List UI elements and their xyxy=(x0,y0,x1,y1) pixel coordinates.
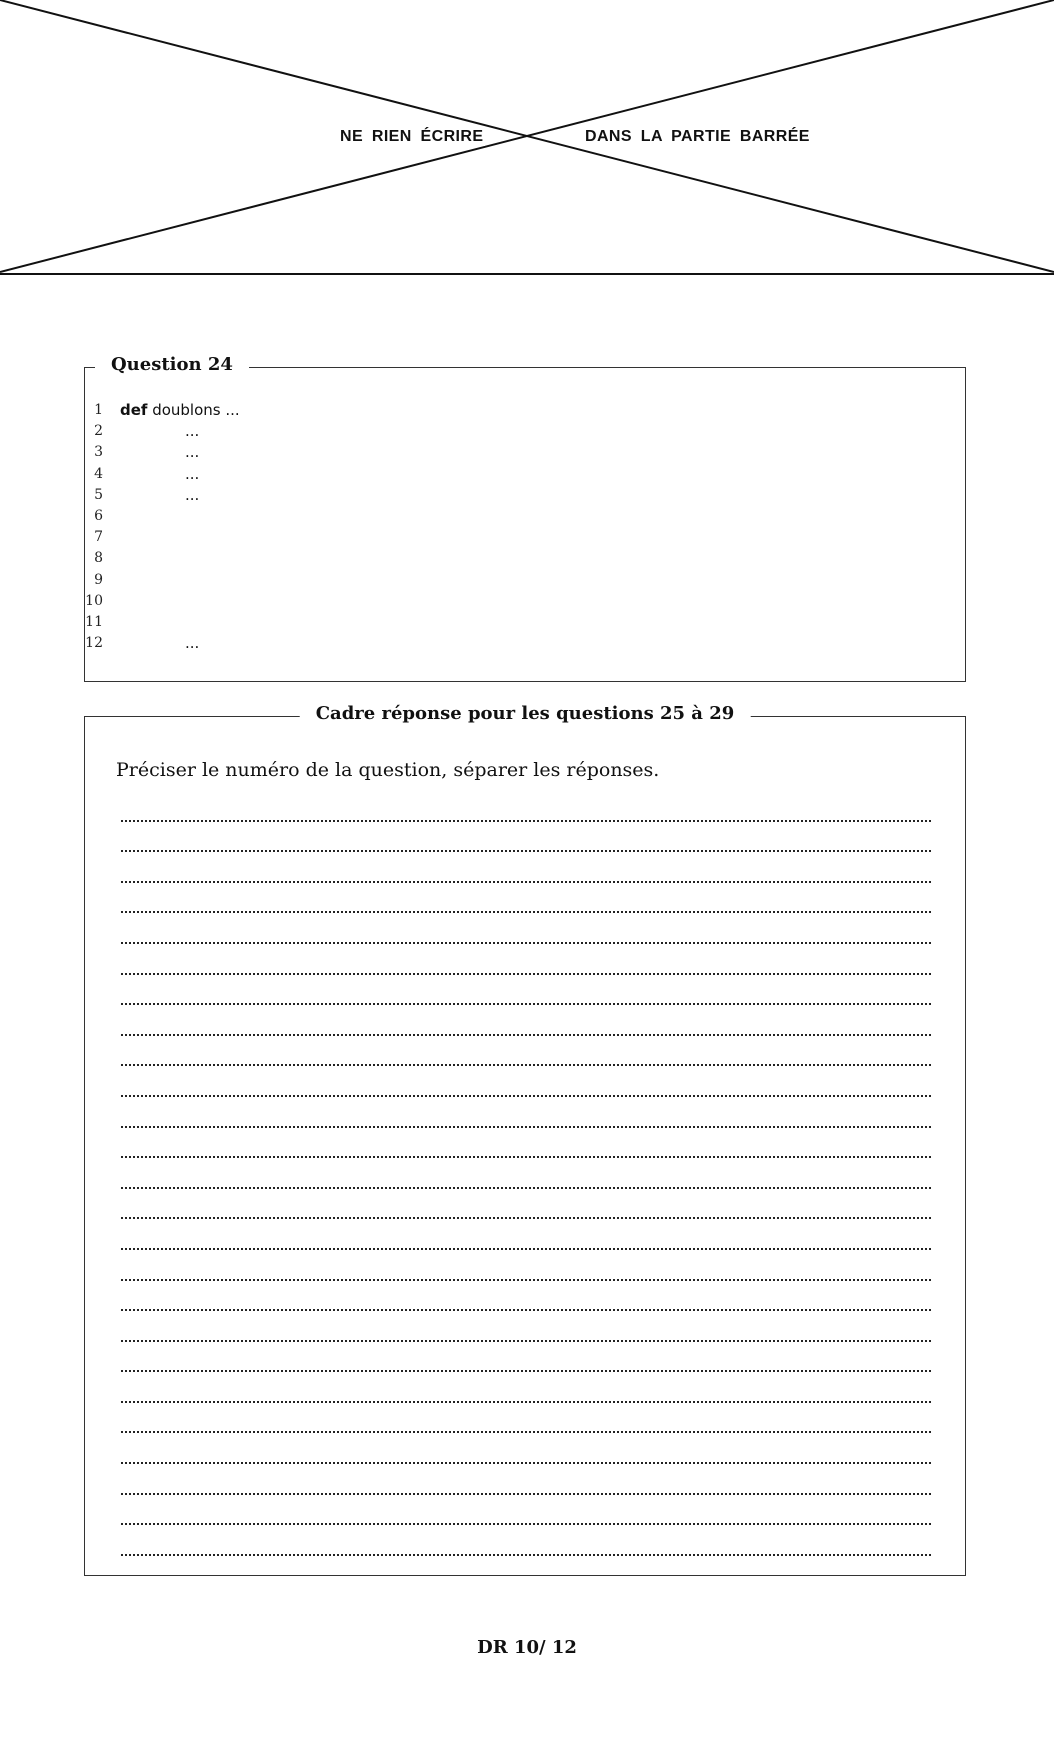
code-line xyxy=(85,548,965,569)
line-number: 6 xyxy=(94,507,103,524)
answer-dotted-line[interactable] xyxy=(121,1105,931,1136)
answer-dotted-line[interactable] xyxy=(121,1227,931,1258)
code-line xyxy=(85,570,965,591)
code-content: ... xyxy=(185,485,200,504)
answer-dotted-line[interactable] xyxy=(121,983,931,1014)
answer-dotted-line[interactable] xyxy=(121,1350,931,1381)
code-content: doublons ... xyxy=(147,401,240,419)
answer-dotted-line[interactable] xyxy=(121,952,931,983)
line-number: 2 xyxy=(94,423,103,440)
code-listing xyxy=(85,400,965,654)
answer-dotted-line[interactable] xyxy=(121,891,931,922)
code-text xyxy=(120,400,240,421)
barred-zone xyxy=(0,0,1054,276)
answer-dotted-line[interactable] xyxy=(121,1533,931,1564)
line-number: 4 xyxy=(94,465,103,482)
question-24-title: Question 24 xyxy=(95,354,249,375)
code-content: ... xyxy=(185,443,200,462)
answer-instructions: Préciser le numéro de la question, séparer les réponses. xyxy=(116,759,660,781)
line-number: 8 xyxy=(94,550,103,567)
line-number: 7 xyxy=(94,529,103,546)
code-line xyxy=(85,400,965,421)
code-line xyxy=(85,464,965,485)
answer-dotted-line[interactable] xyxy=(121,799,931,830)
answer-writing-area[interactable] xyxy=(121,799,931,1564)
code-line xyxy=(85,421,965,442)
answer-dotted-line[interactable] xyxy=(121,860,931,891)
code-line xyxy=(85,506,965,527)
question-24-frame xyxy=(84,354,966,682)
code-line xyxy=(85,591,965,612)
line-number: 1 xyxy=(94,402,103,418)
line-number: 10 xyxy=(85,592,103,609)
answer-dotted-line[interactable] xyxy=(121,1136,931,1167)
barred-zone-cross xyxy=(0,0,1054,276)
answer-frame-title: Cadre réponse pour les questions 25 à 29 xyxy=(300,703,751,724)
line-number: 11 xyxy=(85,613,103,630)
barred-zone-right-text: DANS LA PARTIE BARRÉE xyxy=(585,128,810,145)
code-line xyxy=(85,527,965,548)
answer-dotted-line[interactable] xyxy=(121,1013,931,1044)
code-line xyxy=(85,485,965,506)
answer-frame xyxy=(84,703,966,1576)
answer-dotted-line[interactable] xyxy=(121,1074,931,1105)
code-content: ... xyxy=(185,464,200,483)
line-number: 12 xyxy=(85,635,103,652)
code-content: ... xyxy=(185,634,200,653)
line-number: 3 xyxy=(94,444,103,461)
answer-dotted-line[interactable] xyxy=(121,1441,931,1472)
answer-dotted-line[interactable] xyxy=(121,921,931,952)
answer-dotted-line[interactable] xyxy=(121,1411,931,1442)
answer-dotted-line[interactable] xyxy=(121,1044,931,1075)
answer-dotted-line[interactable] xyxy=(121,1166,931,1197)
answer-dotted-line[interactable] xyxy=(121,1289,931,1320)
page-number: DR 10/ 12 xyxy=(477,1637,577,1658)
code-line xyxy=(85,612,965,633)
code-keyword: def xyxy=(120,401,148,419)
answer-dotted-line[interactable] xyxy=(121,1258,931,1289)
line-number: 5 xyxy=(94,486,103,503)
answer-dotted-line[interactable] xyxy=(121,1472,931,1503)
answer-dotted-line[interactable] xyxy=(121,1503,931,1534)
code-content: ... xyxy=(185,422,200,441)
line-number: 9 xyxy=(94,571,103,588)
answer-dotted-line[interactable] xyxy=(121,830,931,861)
code-line xyxy=(85,633,965,654)
answer-dotted-line[interactable] xyxy=(121,1380,931,1411)
code-line xyxy=(85,442,965,463)
answer-dotted-line[interactable] xyxy=(121,1197,931,1228)
barred-zone-left-text: NE RIEN ÉCRIRE xyxy=(340,128,484,145)
answer-dotted-line[interactable] xyxy=(121,1319,931,1350)
